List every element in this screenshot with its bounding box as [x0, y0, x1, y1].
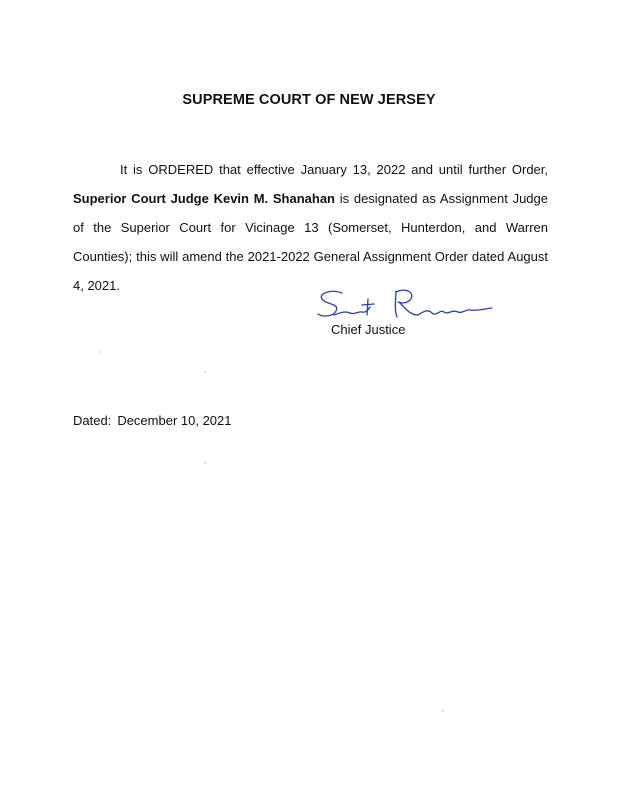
scan-speck	[204, 462, 206, 464]
order-paragraph	[73, 155, 548, 300]
chief-justice-signature	[312, 285, 502, 327]
dated-label: Dated:	[73, 413, 112, 428]
scan-speck	[442, 710, 444, 712]
signer-title: Chief Justice	[331, 322, 406, 337]
dated-line	[73, 413, 232, 428]
order-text-part1: It is ORDERED that effective January 13, 2022 and until further Order,	[120, 162, 548, 177]
dated-date: December 10, 2021	[117, 413, 232, 428]
judge-name-bold: Superior Court Judge Kevin M. Shanahan	[73, 191, 335, 206]
scan-speck	[99, 351, 101, 353]
order-text-part2: is designated as Assignment Judge of the Superior Court for Vicinage 13 (Somerset, Hunterdon, and Warren Counties); this will amend the 2021-2022 General Assignment Order dated August 4, 2021.	[73, 191, 548, 293]
court-heading: SUPREME COURT OF NEW JERSEY	[182, 92, 436, 108]
scan-speck	[204, 371, 206, 373]
